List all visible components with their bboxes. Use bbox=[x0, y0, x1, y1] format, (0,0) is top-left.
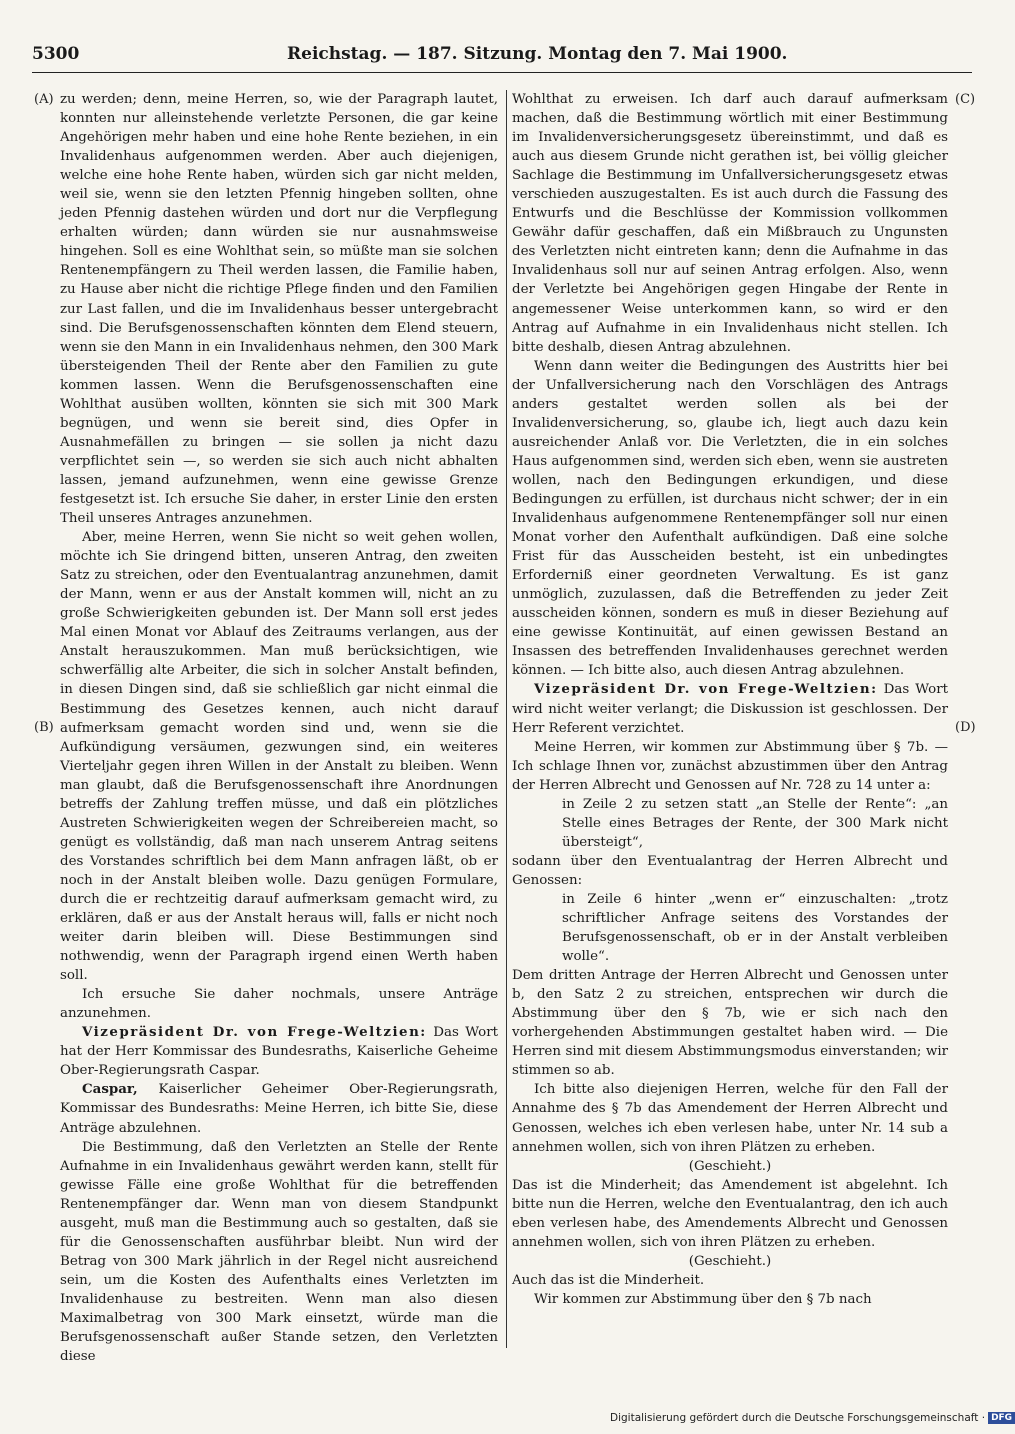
paragraph: sodann über den Eventualantrag der Herren Albrecht und Genossen: bbox=[512, 853, 948, 888]
paragraph: Das ist die Minderheit; das Amendement ist abgelehnt. Ich bitte nun die Herren, welche den Eventualantrag, den ich auch eben verlesen habe, des Amendements Albrecht und Genossen annehmen wollen, sich von ihren Plätzen zu erheben. bbox=[512, 1177, 948, 1250]
stage-direction: (Geschieht.) bbox=[688, 1253, 772, 1269]
stage-direction: (Geschieht.) bbox=[688, 1158, 772, 1174]
running-title: Reichstag. — 187. Sitzung. Montag den 7. Mai 1900. bbox=[287, 44, 788, 64]
margin-marker-b: (B) bbox=[34, 720, 54, 735]
quoted-amendment: in Zeile 6 hinter „wenn er“ einzuschalten: „trotz schriftlicher Anfrage seitens des Vorstandes der Berufsgenossenschaft, ob er in der Anstalt verbleiben wolle“. bbox=[562, 891, 948, 965]
speaker-name: Caspar, bbox=[82, 1081, 138, 1098]
speaker-name: Vizepräsident Dr. von Frege-Weltzien: bbox=[82, 1024, 427, 1041]
page-number: 5300 bbox=[32, 44, 80, 64]
dfg-logo: DFG bbox=[988, 1412, 1015, 1424]
paragraph: Wir kommen zur Abstimmung über den § 7b nach bbox=[534, 1291, 872, 1307]
paragraph: Aber, meine Herren, wenn Sie nicht so weit gehen wollen, möchte ich Sie dringend bitten, unseren Antrag, den zweiten Satz zu streichen, oder den Eventualantrag anzunehmen, damit der Mann, wenn er aus der Anstalt kommen will, nicht an zu große Schwierigkeiten gebunden ist. Der Mann soll erst jedes Mal einen Monat vor Ablauf des Zeitraums verlangen, aus der Anstalt herauszukommen. Man muß berücksichtigen, wie schwerfällig alte Arbeiter, die sich in solcher Anstalt befinden, in diesen Dingen sind, daß sie schließlich gar nicht einmal die Bestimmung des Gesetzes kennen, auch nicht darauf aufmerksam gemacht worden sind und, wenn sie die Aufkündigung versäumen, gezwungen sind, ein weiteres Vierteljahr gegen ihren Willen in der Anstalt zu bleiben. Wenn man glaubt, daß die Berufsgenossenschaft ihre Anordnungen betreffs der Zahlung treffen müsse, und daß ein plötzliches Austreten Schwierigkeiten wegen der Schreibereien macht, so genügt es vollständig, daß man nach unserem Antrag seitens des Vorstandes schriftlich bei dem Mann anfragen läßt, ob er noch in der Anstalt bleiben wolle. Dazu genügen Formulare, durch die er rechtzeitig darauf aufmerksam gemacht wird, zu erklären, daß er aus der Anstalt heraus will, falls er nicht noch weiter darin bleiben will. Diese Bestimmungen sind nothwendig, wenn der Paragraph irgend einen Werth haben soll. bbox=[60, 530, 498, 984]
paragraph: Ich bitte also diejenigen Herren, welche für den Fall der Annahme des § 7b das Amendement der Herren Albrecht und Genossen, welches ich eben verlesen habe, unter Nr. 14 sub a annehmen wollen, sich von ihren Plätzen zu erheben. bbox=[512, 1082, 948, 1155]
speech-text: Das Wort wird nicht weiter verlangt; die Diskussion ist geschlossen. Der Herr Referent verzichtet. bbox=[512, 682, 948, 736]
paragraph: Wohlthat zu erweisen. Ich darf auch darauf aufmerksam machen, daß die Bestimmung wörtlich mit einer Bestimmung im Invalidenversicherungsgesetz übereinstimmt, und daß es auch aus diesem Grunde nicht gerathen ist, bei völlig gleicher Sachlage die Bestimmung im Unfallversicherungsgesetz etwas verschieden auszugestalten. Es ist auch durch die Fassung des Entwurfs und die Beschlüsse der Kommission vollkommen Gewähr dafür geschaffen, daß ein Mißbrauch zu Ungunsten des Verletzten nicht eintreten kann; denn die Aufnahme in das Invalidenhaus soll nur auf seinen Antrag erfolgen. Also, wenn der Verletzte bei Angehörigen gegen Hingabe der Rente in angemessener Weise unterkommen kann, so wird er den Antrag auf Aufnahme in ein Invalidenhaus nicht stellen. Ich bitte deshalb, diesen Antrag abzulehnen. bbox=[512, 92, 948, 355]
paragraph bbox=[60, 1080, 498, 1137]
speaker-name: Vizepräsident Dr. von Frege-Weltzien: bbox=[534, 681, 878, 698]
paragraph: Ich ersuche Sie daher nochmals, unsere Anträge anzunehmen. bbox=[60, 987, 498, 1022]
paragraph: Die Bestimmung, daß den Verletzten an Stelle der Rente Aufnahme in ein Invalidenhaus gewährt werden kann, stellt für gewisse Fälle eine große Wohlthat für die betreffenden Rentenempfänger dar. Wenn man von diesem Standpunkt ausgeht, muß man die Bestimmung auch so gestalten, daß sie für die Genossenschaften ausführbar bleibt. Nun wird der Betrag von 300 Mark jährlich in der Regel nicht ausreichend sein, um die Kosten des Aufenthalts eines Verletzten im Invalidenhause zu bestreiten. Wenn man also diesen Maximalbetrag von 300 Mark einsetzt, würde man die Berufsgenossenschaft außer Stande setzen, den Verletzten diese bbox=[60, 1139, 498, 1365]
digitization-credit bbox=[610, 1412, 1013, 1428]
left-column bbox=[60, 90, 507, 1365]
paragraph: Wenn dann weiter die Bedingungen des Austritts hier bei der Unfallversicherung nach den Vorschlägen des Antrags anders gestaltet werden sollen als bei der Invalidenversicherung, so, glaube ich, liegt auch dazu kein ausreichender Anlaß vor. Die Verletzten, die in ein solches Haus aufgenommen sind, werden sich eben, wenn sie austreten wollen, nach den Bedingungen erkundigen, und diese Bedingungen zu erfüllen, ist durchaus nicht schwer; der in ein Invalidenhaus aufgenommene Rentenempfänger soll nur einen Monat vorher den Aufenthalt aufkündigen. Daß eine solche Frist für das Ausscheiden besteht, ist ein unbedingtes Erforderniß einer geordneten Verwaltung. Es ist ganz unmöglich, zuzulassen, daß die Betreffenden zu jeder Zeit ausscheiden können, sondern es muß in dieser Beziehung auf eine gewisse Kontinuität, auf einen gewissen Bestand an Insassen des betreffenden Invalidenhauses gerechnet werden können. — Ich bitte also, auch diesen Antrag abzulehnen. bbox=[512, 358, 948, 679]
paragraph: Meine Herren, wir kommen zur Abstimmung über § 7b. — Ich schlage Ihnen vor, zunächst abzustimmen über den Antrag der Herren Albrecht und Genossen auf Nr. 728 zu 14 unter a: bbox=[512, 739, 948, 793]
paragraph: zu werden; denn, meine Herren, so, wie der Paragraph lautet, konnten nur alleinstehende verletzte Personen, die gar keine Angehörigen mehr haben und eine hohe Rente beziehen, in ein Invalidenhaus aufgenommen werden. Aber auch diejenigen, welche eine hohe Rente haben, würden sich gar nicht melden, weil sie, wenn sie den letzten Pfennig hingeben sollten, ohne jeden Pfennig dastehen würden und dort nur die Verpflegung erhalten würden; dann würden sie nur ausnahmsweise hingehen. Soll es eine Wohlthat sein, so müßte man sie solchen Rentenempfängern zu Theil werden lassen, die Familie haben, zu Hause aber nicht die richtige Pflege finden und den Familien zur Last fallen, und die im Invalidenhaus besser untergebracht sind. Die Berufsgenossenschaften könnten dem Elend steuern, wenn sie den Mann in ein Invalidenhaus nehmen, den 300 Mark übersteigenden Theil der Rente aber den Familien zu gute kommen lassen. Wenn die Berufsgenossenschaften eine Wohlthat ausüben wollten, könnten sie sich mit 300 Mark begnügen, und wenn sie bereit sind, dies Opfer in Ausnahmefällen zu bringen — sie sollen ja nicht dazu verpflichtet sein —, so werden sie sich auch nicht abhalten lassen, jemand aufzunehmen, wenn eine gewisse Grenze festgesetzt ist. Ich ersuche Sie daher, in erster Linie den ersten Theil unseres Antrages anzunehmen. bbox=[60, 92, 498, 527]
speech-text: Kaiserlicher Geheimer Ober-Regierungsrath, Kommissar des Bundesraths: Meine Herren, ich bitte Sie, diese Anträge abzulehnen. bbox=[60, 1082, 498, 1136]
speech-text: Das Wort hat der Herr Kommissar des Bundesraths, Kaiserliche Geheime Ober-Regierungsrath Caspar. bbox=[60, 1025, 498, 1079]
right-column bbox=[512, 90, 948, 1348]
margin-marker-d: (D) bbox=[955, 720, 976, 735]
credit-text: Digitalisierung gefördert durch die Deutsche Forschungsgemeinschaft · bbox=[610, 1412, 986, 1424]
margin-marker-c: (C) bbox=[955, 92, 976, 107]
margin-marker-a: (A) bbox=[34, 92, 54, 107]
quoted-amendment: in Zeile 2 zu setzen statt „an Stelle der Rente“: „an Stelle eines Betrages der Rente, der 300 Mark nicht übersteigt“, bbox=[562, 796, 948, 850]
page-header bbox=[32, 44, 972, 73]
paragraph bbox=[60, 1023, 498, 1080]
paragraph: Auch das ist die Minderheit. bbox=[512, 1272, 705, 1288]
paragraph: Dem dritten Antrage der Herren Albrecht und Genossen unter b, den Satz 2 zu streichen, entsprechen wir durch die Abstimmung über den § 7b, wie er sich nach den vorhergehenden Abstimmungen gestaltet haben wird. — Die Herren sind mit diesem Abstimmungsmodus einverstanden; wir stimmen so ab. bbox=[512, 968, 948, 1079]
paragraph bbox=[512, 680, 948, 737]
